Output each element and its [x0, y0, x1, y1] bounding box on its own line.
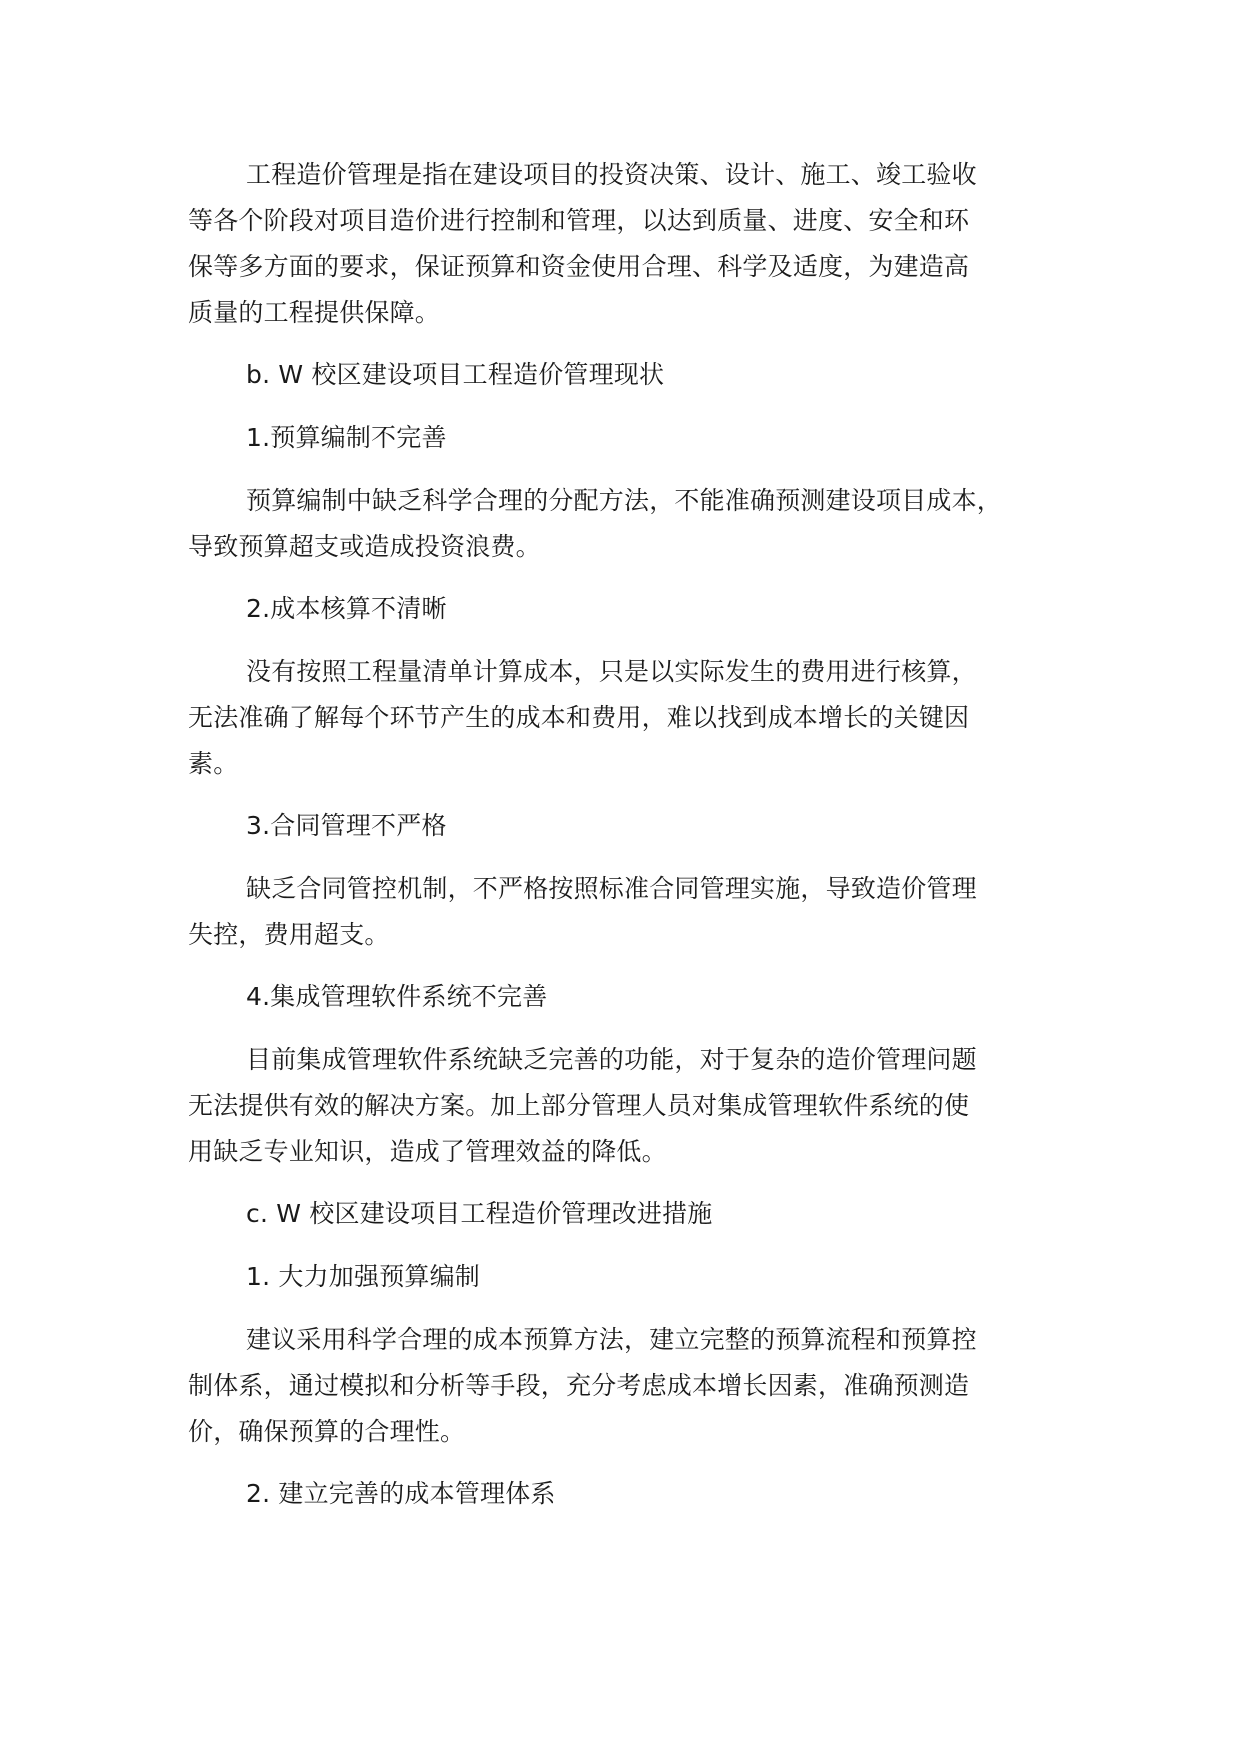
text-line: 价，确保预算的合理性。 — [188, 1417, 466, 1446]
text-line: 目前集成管理软件系统缺乏完善的功能，对于复杂的造价管理问题 — [246, 1045, 977, 1074]
text-line: 无法提供有效的解决方案。加上部分管理人员对集成管理软件系统的使 — [188, 1091, 970, 1120]
text-line: 制体系，通过模拟和分析等手段，充分考虑成本增长因素，准确预测造 — [188, 1371, 970, 1400]
paragraph-budget — [188, 478, 1088, 570]
paragraph-software — [188, 1037, 1088, 1175]
text-line: 导致预算超支或造成投资浪费。 — [188, 532, 541, 561]
section-heading-improvements: c. W 校区建设项目工程造价管理改进措施 — [246, 1199, 713, 1228]
text-line: 建议采用科学合理的成本预算方法，建立完整的预算流程和预算控 — [246, 1325, 977, 1354]
section-heading-current-status: b. W 校区建设项目工程造价管理现状 — [246, 360, 665, 389]
text-line: 用缺乏专业知识，造成了管理效益的降低。 — [188, 1137, 667, 1166]
text-line: 工程造价管理是指在建设项目的投资决策、设计、施工、竣工验收 — [246, 160, 977, 189]
text-line: 失控，费用超支。 — [188, 920, 390, 949]
text-line: 保等多方面的要求，保证预算和资金使用合理、科学及适度，为建造高 — [188, 252, 970, 281]
paragraph-strengthen-budget — [188, 1317, 1088, 1455]
text-line: 等各个阶段对项目造价进行控制和管理，以达到质量、进度、安全和环 — [188, 206, 970, 235]
subheading-contract: 3.合同管理不严格 — [246, 811, 447, 840]
text-line: 素。 — [188, 749, 239, 778]
paragraph-definition — [188, 152, 1088, 336]
text-line: 没有按照工程量清单计算成本，只是以实际发生的费用进行核算， — [246, 657, 977, 686]
paragraph-contract — [188, 866, 1088, 958]
text-line: 预算编制中缺乏科学合理的分配方法，不能准确预测建设项目成本， — [246, 486, 1003, 515]
subheading-software: 4.集成管理软件系统不完善 — [246, 982, 548, 1011]
document-page — [188, 152, 1088, 1534]
subheading-cost-accounting: 2.成本核算不清晰 — [246, 594, 447, 623]
subheading-cost-system: 2. 建立完善的成本管理体系 — [246, 1479, 556, 1508]
text-line: 质量的工程提供保障。 — [188, 298, 441, 327]
subheading-budget: 1.预算编制不完善 — [246, 423, 447, 452]
paragraph-cost-accounting — [188, 649, 1088, 787]
text-line: 缺乏合同管控机制，不严格按照标准合同管理实施，导致造价管理 — [246, 874, 977, 903]
subheading-strengthen-budget: 1. 大力加强预算编制 — [246, 1262, 481, 1291]
text-line: 无法准确了解每个环节产生的成本和费用，难以找到成本增长的关键因 — [188, 703, 970, 732]
